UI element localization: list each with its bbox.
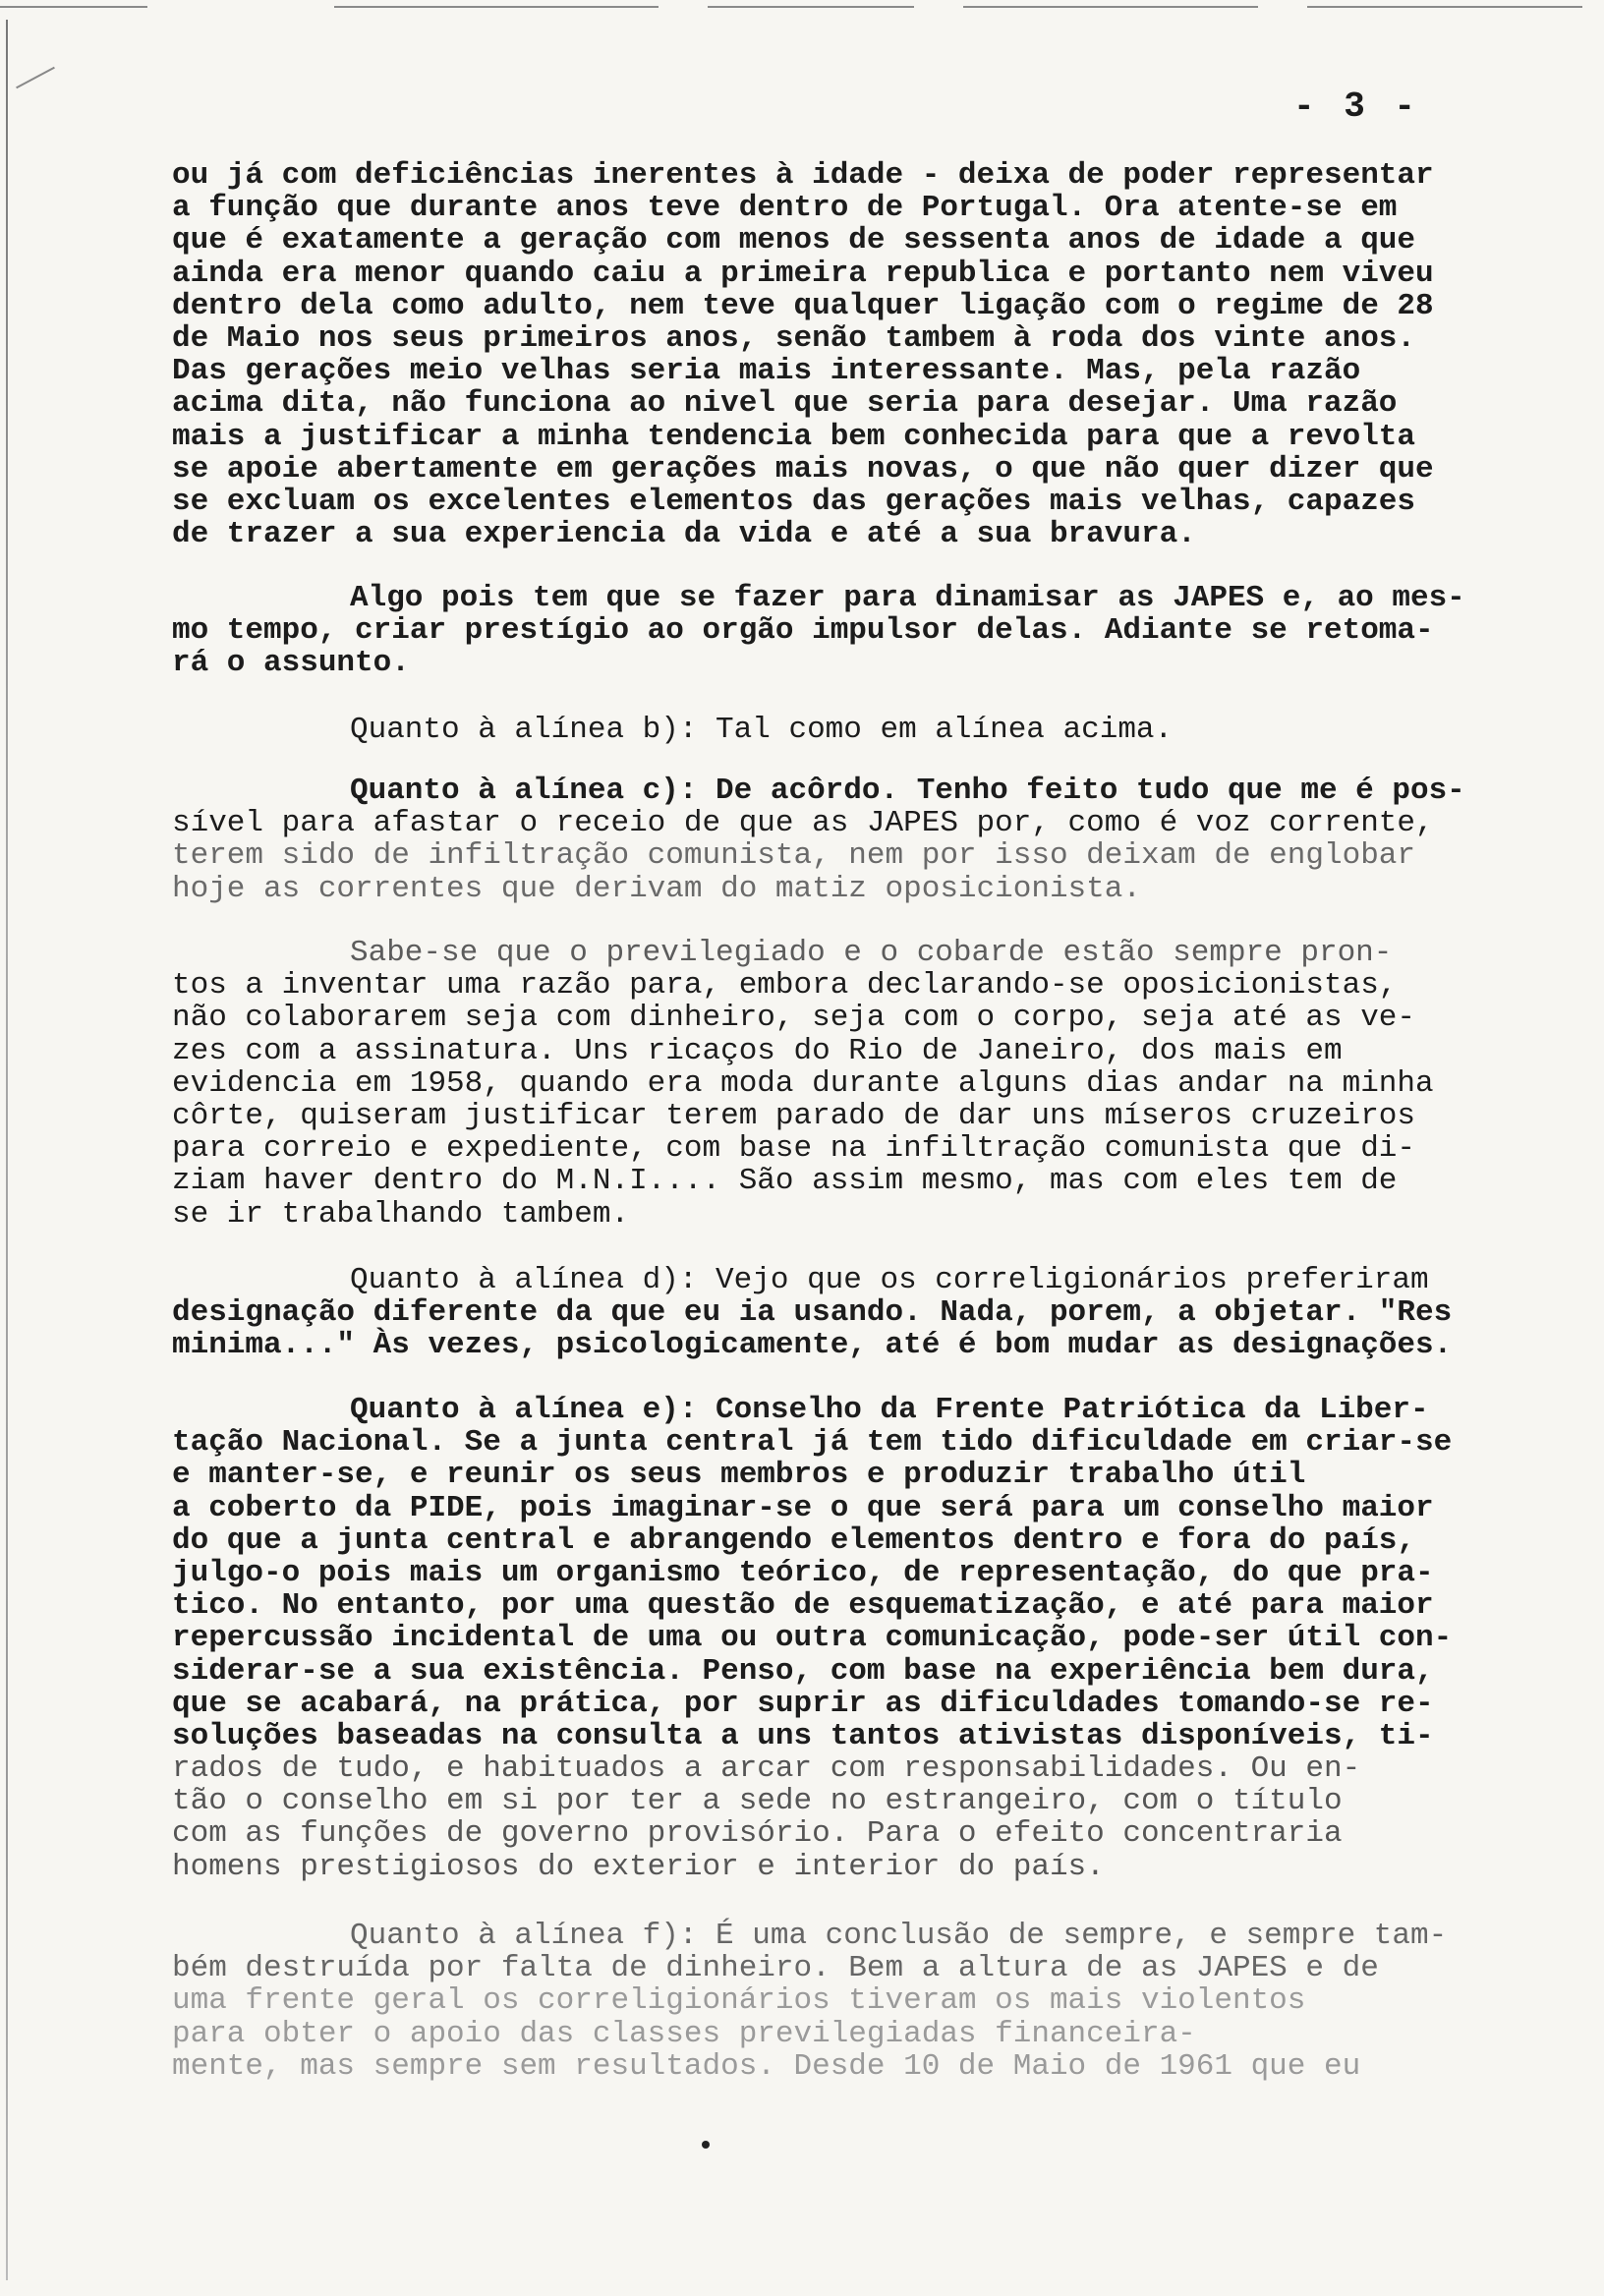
paragraph-alinea-d (172, 1264, 1568, 1362)
paragraph-continuation (172, 159, 1568, 550)
text-line: que é exatamente a geração com menos de sessenta anos de idade a que (172, 223, 1416, 258)
text-line: acima dita, não funciona ao nivel que seria para desejar. Uma razão (172, 386, 1398, 422)
text-line: ou já com deficiências inerentes à idade - deixa de poder representar (172, 158, 1434, 193)
text-line: para obter o apoio das classes previlegiadas financeira- (172, 2016, 1196, 2051)
scan-edge-line (1307, 6, 1582, 8)
text-line: evidencia em 1958, quando era moda durante alguns dias andar na minha (172, 1065, 1434, 1101)
text-line: Quanto à alínea e): Conselho da Frente Patriótica da Liber- (350, 1393, 1429, 1427)
text-line: sível para afastar o receio de que as JAPES por, como é voz corrente, (172, 806, 1434, 841)
scan-edge-line (0, 6, 147, 8)
text-line: homens prestigiosos do exterior e interior do país. (172, 1849, 1105, 1884)
text-line: designação diferente da que eu ia usando. Nada, porem, a objetar. "Res (172, 1295, 1453, 1331)
text-line: soluções baseadas na consulta a uns tantos ativistas disponíveis, ti- (172, 1718, 1434, 1753)
text-line: do que a junta central e abrangendo elementos dentro e fora do país, (172, 1522, 1416, 1558)
text-line: para correio e expediente, com base na infiltração comunista que di- (172, 1131, 1416, 1167)
text-line: ainda era menor quando caiu a primeira republica e portanto nem viveu (172, 256, 1434, 291)
text-line: rá o assunto. (172, 646, 410, 681)
text-line: tão o conselho em si por ter a sede no estrangeiro, com o título (172, 1784, 1343, 1819)
paragraph-alinea-c (172, 775, 1568, 905)
text-line: a função que durante anos teve dentro de Portugal. Ora atente-se em (172, 191, 1398, 226)
text-line: tico. No entanto, por uma questão de esquematização, e até para maior (172, 1588, 1434, 1624)
text-line: minima..." Às vezes, psicologicamente, até é bom mudar as designações. (172, 1328, 1453, 1363)
text-line: Quanto à alínea c): De acôrdo. Tenho feito tudo que me é pos- (350, 774, 1465, 808)
text-line: com as funções de governo provisório. Para o efeito concentraria (172, 1816, 1343, 1852)
text-line: mente, mas sempre sem resultados. Desde 10 de Maio de 1961 que eu (172, 2048, 1361, 2084)
text-line: se ir trabalhando tambem. (172, 1196, 630, 1232)
scan-edge-line (963, 6, 1258, 8)
paragraph-alinea-b (172, 714, 1568, 746)
text-line: Das gerações meio velhas seria mais interessante. Mas, pela razão (172, 354, 1361, 389)
text-line: Quanto à alínea d): Vejo que os correligionários preferiram (350, 1263, 1429, 1297)
page-number: - 3 - (1293, 86, 1420, 127)
text-line: uma frente geral os correligionários tiveram os mais violentos (172, 1983, 1306, 2019)
scan-mark (16, 67, 55, 88)
text-line: Quanto à alínea b): Tal como em alínea acima. (350, 713, 1174, 747)
text-line: a coberto da PIDE, pois imaginar-se o que será para um conselho maior (172, 1490, 1434, 1525)
text-line: mais a justificar a minha tendencia bem conhecida para que a revolta (172, 419, 1416, 454)
text-line: e manter-se, e reunir os seus membros e produzir trabalho útil (172, 1458, 1306, 1493)
text-line: Sabe-se que o previlegiado e o cobarde estão sempre pron- (350, 936, 1393, 970)
text-line: de Maio nos seus primeiros anos, senão tambem à roda dos vinte anos. (172, 320, 1416, 356)
scan-edge-line (708, 6, 914, 8)
text-line: Algo pois tem que se fazer para dinamisar as JAPES e, ao mes- (350, 581, 1465, 615)
text-line: se excluam os excelentes elementos das gerações mais velhas, capazes (172, 484, 1416, 519)
text-line: não colaborarem seja com dinheiro, seja com o corpo, seja até as ve- (172, 1001, 1416, 1036)
text-line: Quanto à alínea f): É uma conclusão de sempre, e sempre tam- (350, 1919, 1448, 1953)
text-line: que se acabará, na prática, por suprir as dificuldades tomando-se re- (172, 1686, 1434, 1721)
text-line: siderar-se a sua existência. Penso, com base na experiência bem dura, (172, 1653, 1434, 1689)
text-line: tos a inventar uma razão para, embora declarando-se oposicionistas, (172, 968, 1398, 1004)
text-line: zes com a assinatura. Uns ricaços do Rio de Janeiro, dos mais em (172, 1033, 1343, 1068)
text-line: côrte, quiseram justificar terem parado de dar uns míseros cruzeiros (172, 1098, 1416, 1133)
text-line: terem sido de infiltração comunista, nem por isso deixam de englobar (172, 838, 1416, 874)
paragraph (172, 582, 1568, 680)
text-line: bém destruída por falta de dinheiro. Bem a altura de as JAPES e de (172, 1951, 1379, 1986)
text-line: rados de tudo, e habituados a arcar com responsabilidades. Ou en- (172, 1751, 1361, 1787)
text-line: hoje as correntes que derivam do matiz oposicionista. (172, 871, 1141, 906)
paragraph (172, 937, 1568, 1231)
text-line: de trazer a sua experiencia da vida e até a sua bravura. (172, 517, 1196, 552)
text-line: mo tempo, criar prestígio ao orgão impulsor delas. Adiante se retoma- (172, 613, 1434, 649)
text-line: tação Nacional. Se a junta central já tem tido dificuldade em criar-se (172, 1425, 1453, 1461)
scan-edge-line (334, 6, 659, 8)
text-line: julgo-o pois mais um organismo teórico, de representação, do que pra- (172, 1555, 1434, 1590)
paragraph-alinea-e (172, 1394, 1568, 1883)
text-line: ziam haver dentro do M.N.I.... São assim mesmo, mas com eles tem de (172, 1164, 1398, 1199)
text-line: dentro dela como adulto, nem teve qualquer ligação com o regime de 28 (172, 288, 1434, 323)
text-line: repercussão incidental de uma ou outra comunicação, pode-ser útil con- (172, 1621, 1453, 1656)
text-line: se apoie abertamente em gerações mais novas, o que não quer dizer que (172, 451, 1434, 487)
ink-dot (702, 2141, 710, 2149)
paragraph-alinea-f (172, 1920, 1568, 2083)
scan-edge-line (6, 20, 8, 2280)
